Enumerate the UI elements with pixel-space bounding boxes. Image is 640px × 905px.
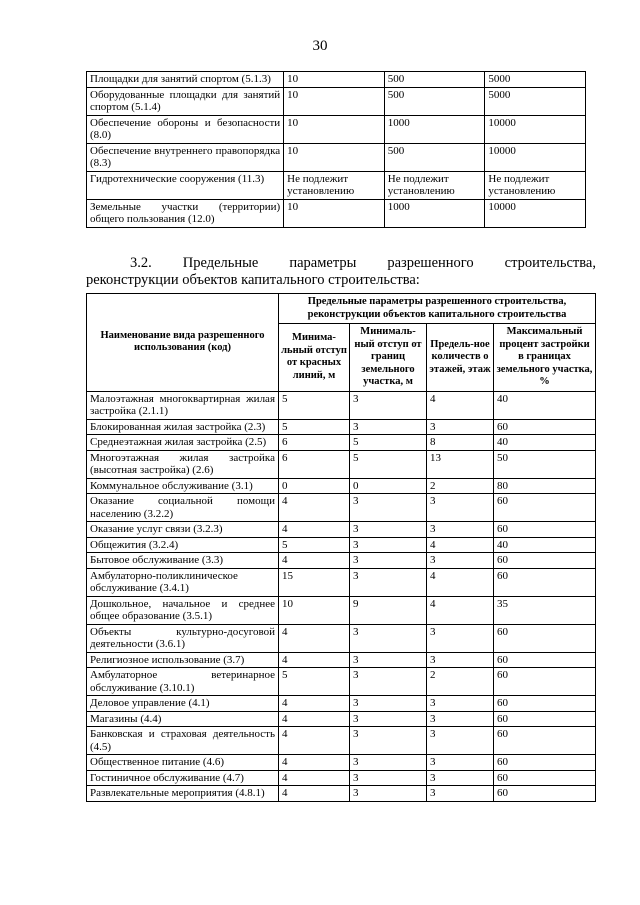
use-name-cell: Общественное питание (4.6): [87, 755, 279, 771]
value-cell: 80: [494, 478, 596, 494]
value-cell: 6: [279, 435, 350, 451]
value-cell: 60: [494, 568, 596, 596]
table-row: [87, 727, 596, 755]
value-cell: 4: [279, 727, 350, 755]
value-cell: 8: [427, 435, 494, 451]
value-cell: 1000: [384, 199, 485, 227]
table-row: [87, 450, 596, 478]
use-name-cell: Развлекательные мероприятия (4.8.1): [87, 786, 279, 802]
use-name-cell: Оказание социальной помощи населению (3.2.2): [87, 494, 279, 522]
use-name-cell: Обеспечение обороны и безопасности (8.0): [87, 115, 284, 143]
value-cell: 4: [279, 624, 350, 652]
value-cell: 5: [350, 450, 427, 478]
table-row: [87, 624, 596, 652]
value-cell: 5: [350, 435, 427, 451]
value-cell: 6: [279, 450, 350, 478]
value-cell: 3: [427, 553, 494, 569]
use-name-cell: Религиозное использование (3.7): [87, 652, 279, 668]
table-row: [87, 568, 596, 596]
value-cell: 60: [494, 494, 596, 522]
value-cell: 60: [494, 522, 596, 538]
value-cell: 40: [494, 391, 596, 419]
value-cell: 4: [279, 553, 350, 569]
section-word: разрешенного: [387, 255, 474, 271]
value-cell: 3: [350, 711, 427, 727]
use-name-cell: Коммунальное обслуживание (3.1): [87, 478, 279, 494]
value-cell: 3: [427, 727, 494, 755]
value-cell: 3: [427, 494, 494, 522]
value-cell: 3: [350, 537, 427, 553]
table-row: [87, 171, 586, 199]
value-cell: 35: [494, 596, 596, 624]
value-cell: 5: [279, 391, 350, 419]
use-name-cell: Земельные участки (территории) общего пользования (12.0): [87, 199, 284, 227]
value-cell: 60: [494, 727, 596, 755]
use-name-cell: Бытовое обслуживание (3.3): [87, 553, 279, 569]
value-cell: 3: [427, 624, 494, 652]
value-cell: 4: [279, 494, 350, 522]
value-cell: 4: [427, 568, 494, 596]
value-cell: 3: [350, 522, 427, 538]
value-cell: 15: [279, 568, 350, 596]
value-cell: 10: [279, 596, 350, 624]
value-cell: 3: [427, 419, 494, 435]
value-cell: Не подлежит установлению: [384, 171, 485, 199]
use-name-cell: Блокированная жилая застройка (2.3): [87, 419, 279, 435]
value-cell: 10: [284, 199, 385, 227]
header-use-name: Наименование вида разрешенного использования (код): [87, 294, 279, 392]
section-heading: [86, 255, 596, 289]
value-cell: 3: [350, 668, 427, 696]
value-cell: 4: [279, 652, 350, 668]
value-cell: 60: [494, 711, 596, 727]
table-row: [87, 786, 596, 802]
value-cell: 3: [427, 755, 494, 771]
use-name-cell: Гидротехнические сооружения (11.3): [87, 171, 284, 199]
value-cell: 2: [427, 478, 494, 494]
value-cell: 5000: [485, 72, 586, 88]
value-cell: 1000: [384, 115, 485, 143]
value-cell: 4: [279, 786, 350, 802]
header-boundary-setback: Минималь-ный отступ от границ земельного участка, м: [350, 324, 427, 392]
table-row: [87, 711, 596, 727]
use-name-cell: Магазины (4.4): [87, 711, 279, 727]
value-cell: 13: [427, 450, 494, 478]
value-cell: 3: [427, 652, 494, 668]
section-word: Предельные: [182, 255, 259, 271]
value-cell: 4: [279, 522, 350, 538]
use-name-cell: Многоэтажная жилая застройка (высотная застройка) (2.6): [87, 450, 279, 478]
value-cell: 500: [384, 143, 485, 171]
use-name-cell: Обеспечение внутреннего правопорядка (8.3): [87, 143, 284, 171]
value-cell: 4: [279, 696, 350, 712]
value-cell: 60: [494, 553, 596, 569]
value-cell: 3: [427, 770, 494, 786]
use-name-cell: Оборудованные площадки для занятий спортом (5.1.4): [87, 87, 284, 115]
section-word: строительства,: [504, 255, 596, 271]
value-cell: 5: [279, 537, 350, 553]
value-cell: 10000: [485, 115, 586, 143]
value-cell: Не подлежит установлению: [284, 171, 385, 199]
value-cell: 60: [494, 652, 596, 668]
value-cell: 3: [350, 770, 427, 786]
value-cell: 60: [494, 770, 596, 786]
value-cell: 60: [494, 419, 596, 435]
table-row: [87, 87, 586, 115]
value-cell: 50: [494, 450, 596, 478]
value-cell: 4: [427, 537, 494, 553]
use-name-cell: Дошкольное, начальное и среднее общее образование (3.5.1): [87, 596, 279, 624]
table-row: [87, 72, 586, 88]
value-cell: 10000: [485, 143, 586, 171]
value-cell: 2: [427, 668, 494, 696]
value-cell: 10: [284, 115, 385, 143]
value-cell: 3: [350, 419, 427, 435]
header-group: Предельные параметры разрешенного строительства, реконструкции объектов капитального строительства: [279, 294, 596, 324]
value-cell: 5000: [485, 87, 586, 115]
value-cell: 3: [350, 727, 427, 755]
value-cell: 10: [284, 143, 385, 171]
use-name-cell: Малоэтажная многоквартирная жилая застройка (2.1.1): [87, 391, 279, 419]
table-row: [87, 652, 596, 668]
table-row: [87, 199, 586, 227]
value-cell: 4: [279, 755, 350, 771]
value-cell: 4: [427, 596, 494, 624]
value-cell: 5: [279, 668, 350, 696]
value-cell: 3: [350, 624, 427, 652]
value-cell: 4: [279, 711, 350, 727]
value-cell: 0: [350, 478, 427, 494]
value-cell: 3: [350, 652, 427, 668]
value-cell: 4: [279, 770, 350, 786]
table-permitted-use-top: [86, 71, 586, 228]
value-cell: 500: [384, 72, 485, 88]
use-name-cell: Среднеэтажная жилая застройка (2.5): [87, 435, 279, 451]
value-cell: 500: [384, 87, 485, 115]
value-cell: 60: [494, 668, 596, 696]
use-name-cell: Амбулаторное ветеринарное обслуживание (3.10.1): [87, 668, 279, 696]
value-cell: 5: [279, 419, 350, 435]
value-cell: 3: [427, 711, 494, 727]
value-cell: 60: [494, 624, 596, 652]
table-row: [87, 668, 596, 696]
value-cell: 10000: [485, 199, 586, 227]
table-row: [87, 755, 596, 771]
value-cell: 60: [494, 755, 596, 771]
value-cell: 3: [350, 553, 427, 569]
value-cell: 3: [350, 391, 427, 419]
section-line2: реконструкции объектов капитального строительства:: [86, 272, 420, 288]
table-row: [87, 478, 596, 494]
value-cell: 40: [494, 435, 596, 451]
table-construction-limits: [86, 293, 596, 802]
value-cell: 3: [427, 696, 494, 712]
value-cell: 10: [284, 72, 385, 88]
table-row: [87, 115, 586, 143]
value-cell: 3: [350, 786, 427, 802]
page-number: 30: [312, 38, 328, 54]
table-row: [87, 537, 596, 553]
use-name-cell: Амбулаторно-поликлиническое обслуживание (3.4.1): [87, 568, 279, 596]
table-row: [87, 435, 596, 451]
header-max-floors: Предель-ное количеств о этажей, этаж: [427, 324, 494, 392]
use-name-cell: Площадки для занятий спортом (5.1.3): [87, 72, 284, 88]
value-cell: 4: [427, 391, 494, 419]
header-red-line-setback: Минима-льный отступ от красных линий, м: [279, 324, 350, 392]
table-row: [87, 522, 596, 538]
value-cell: 3: [427, 786, 494, 802]
value-cell: Не подлежит установлению: [485, 171, 586, 199]
table-row: [87, 596, 596, 624]
table-row: [87, 494, 596, 522]
value-cell: 9: [350, 596, 427, 624]
table-row: [87, 419, 596, 435]
table-row: [87, 696, 596, 712]
value-cell: 3: [350, 696, 427, 712]
table-row: [87, 391, 596, 419]
value-cell: 10: [284, 87, 385, 115]
value-cell: 3: [350, 755, 427, 771]
value-cell: 3: [427, 522, 494, 538]
section-number: 3.2.: [130, 255, 152, 271]
value-cell: 3: [350, 568, 427, 596]
value-cell: 3: [350, 494, 427, 522]
value-cell: 60: [494, 696, 596, 712]
use-name-cell: Гостиничное обслуживание (4.7): [87, 770, 279, 786]
use-name-cell: Банковская и страховая деятельность (4.5): [87, 727, 279, 755]
value-cell: 60: [494, 786, 596, 802]
section-word: параметры: [289, 255, 357, 271]
use-name-cell: Объекты культурно-досуговой деятельности (3.6.1): [87, 624, 279, 652]
table-row: [87, 770, 596, 786]
use-name-cell: Деловое управление (4.1): [87, 696, 279, 712]
use-name-cell: Общежития (3.2.4): [87, 537, 279, 553]
value-cell: 0: [279, 478, 350, 494]
table-row: [87, 553, 596, 569]
table-row: [87, 143, 586, 171]
header-max-coverage: Максимальный процент застройки в границах земельного участка, %: [494, 324, 596, 392]
value-cell: 40: [494, 537, 596, 553]
use-name-cell: Оказание услуг связи (3.2.3): [87, 522, 279, 538]
